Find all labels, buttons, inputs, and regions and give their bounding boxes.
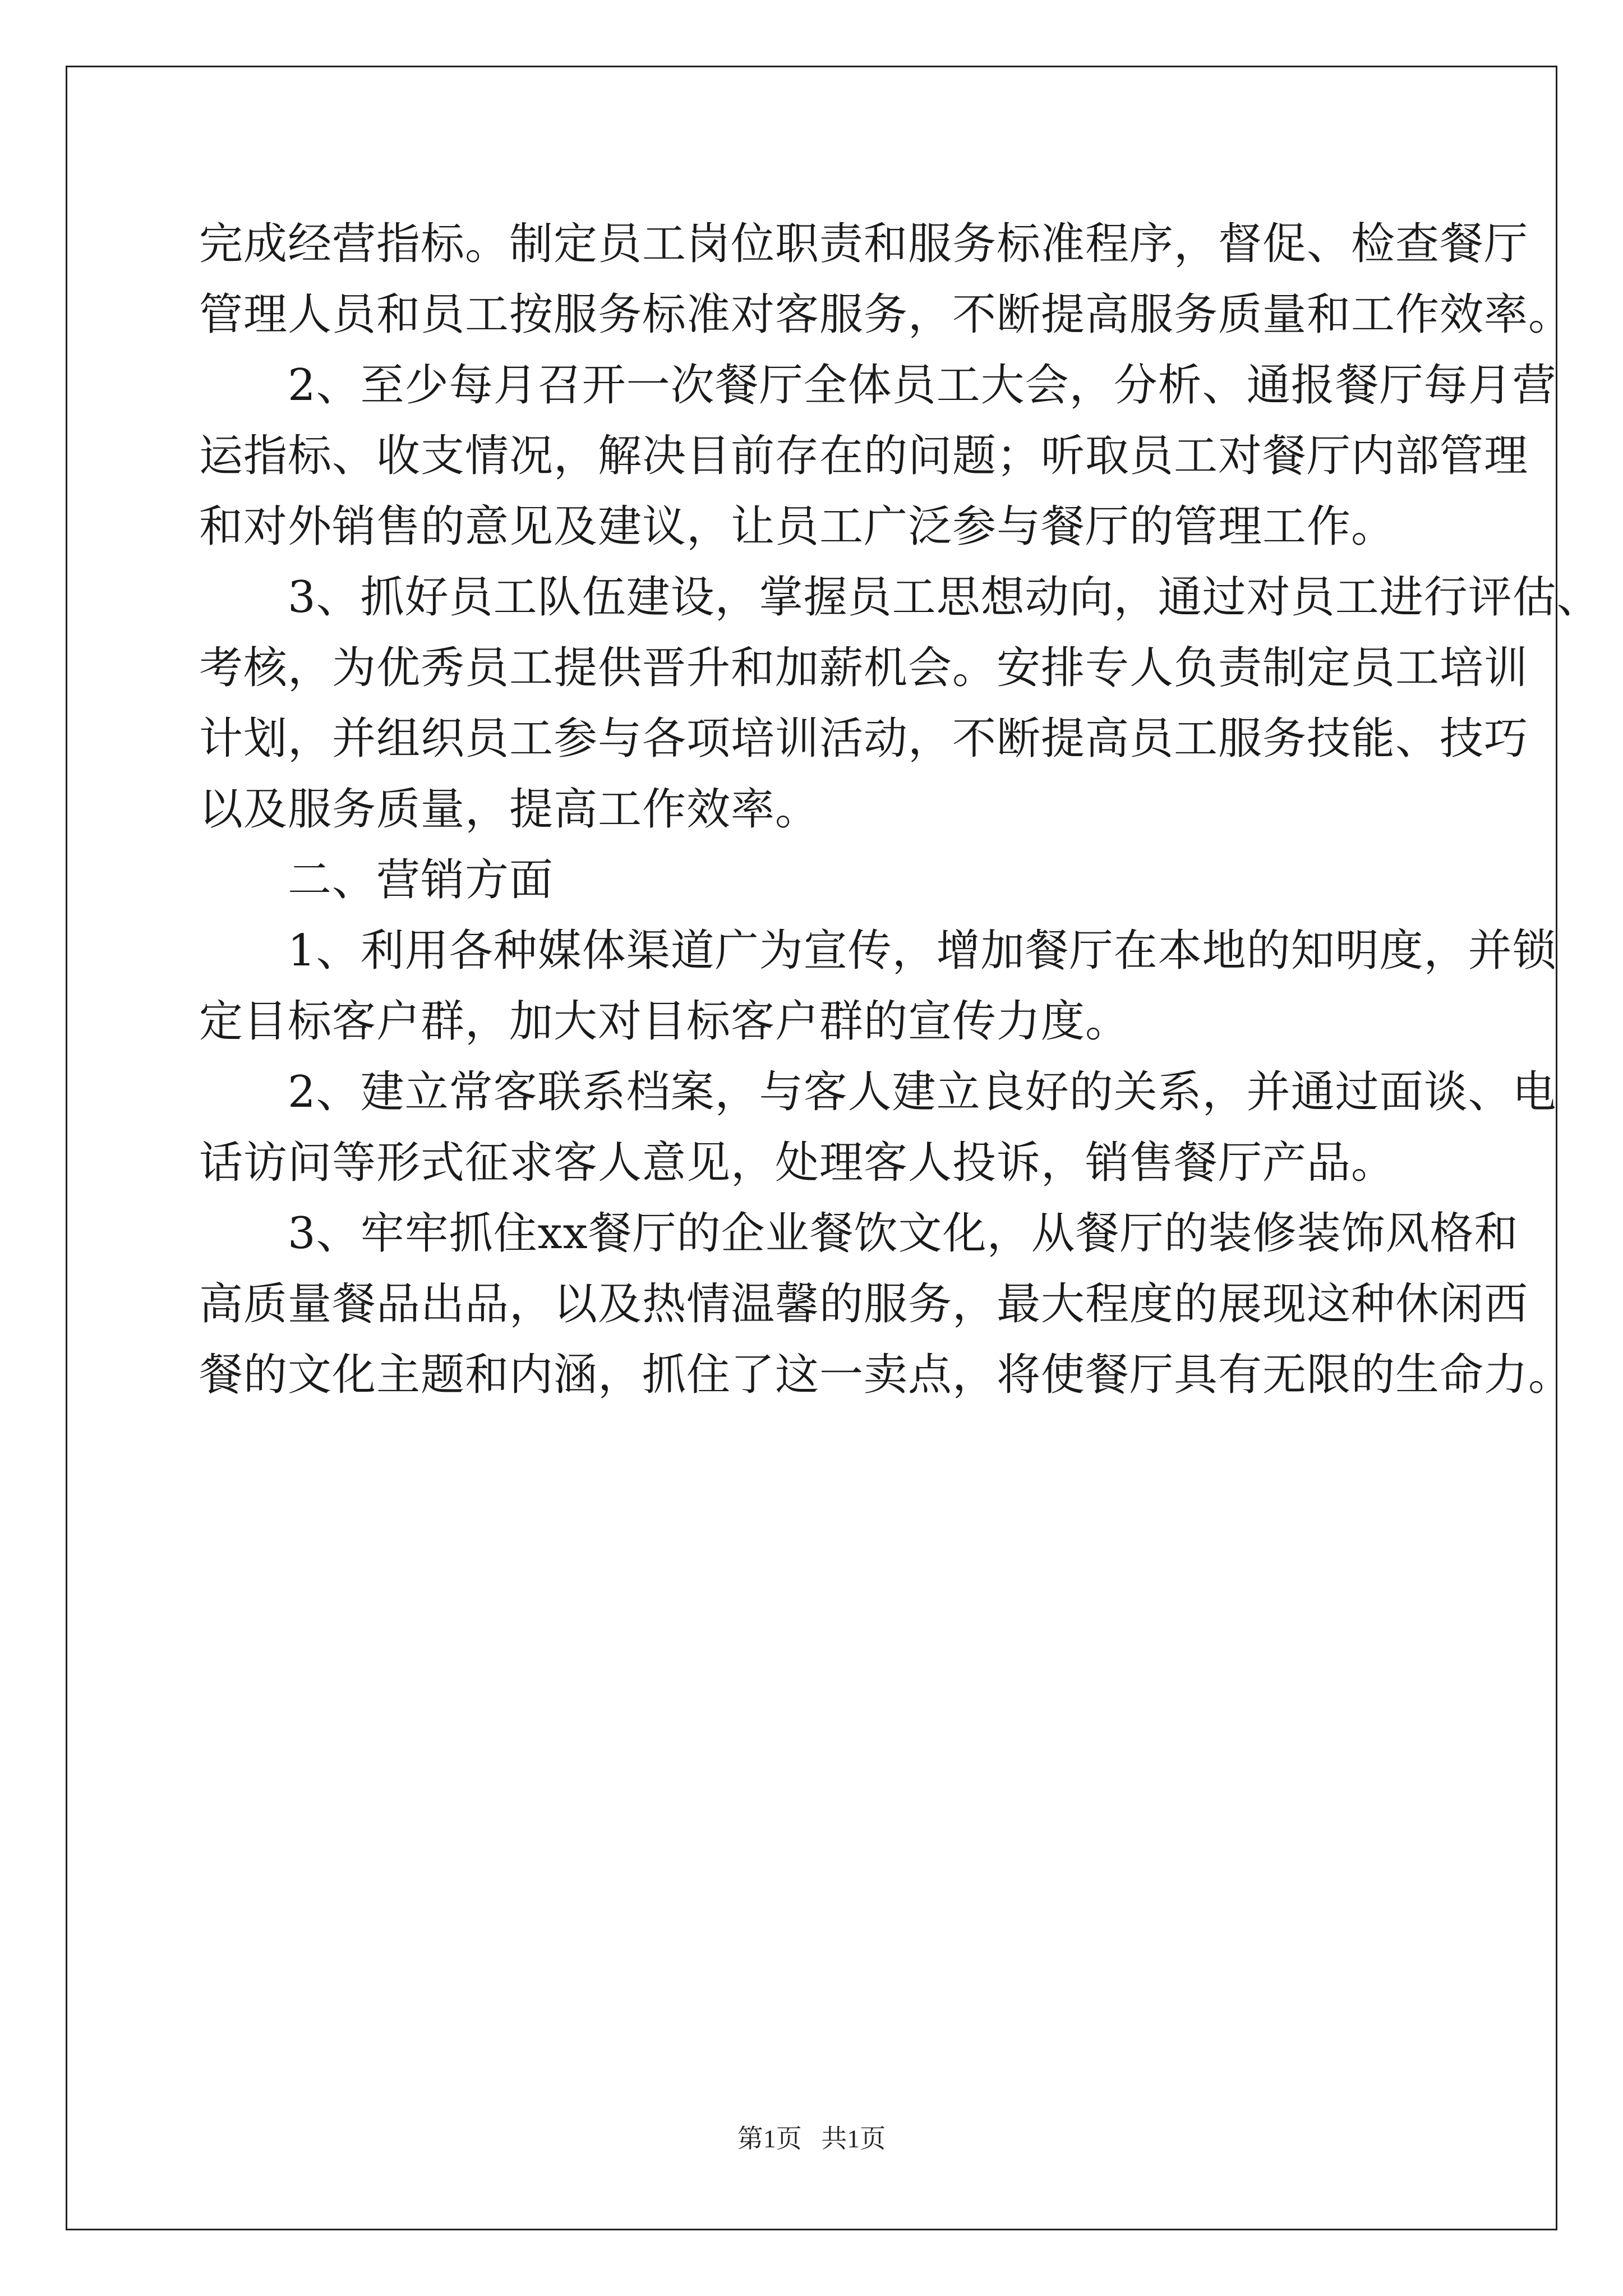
- text-line: 考核，为优秀员工提供晋升和加薪机会。安排专人负责制定员工培训: [199, 643, 1529, 693]
- text-line: 高质量餐品出品，以及热情温馨的服务，最大程度的展现这种休闲西: [199, 1279, 1529, 1329]
- text-line: 话访问等形式征求客人意见，处理客人投诉，销售餐厅产品。: [199, 1138, 1396, 1188]
- text-line: 定目标客户群，加大对目标客户群的宣传力度。: [199, 996, 1130, 1047]
- text-line: 3、抓好员工队伍建设，掌握员工思想动向，通过对员工进行评估、: [288, 572, 1601, 623]
- document-body: [199, 209, 1601, 1410]
- text-line: 完成经营指标。制定员工岗位职责和服务标准程序，督促、检查餐厅: [199, 219, 1529, 269]
- text-line: 以及服务质量，提高工作效率。: [199, 784, 820, 835]
- section-heading: 二、营销方面: [288, 855, 554, 905]
- text-line: 2、建立常客联系档案，与客人建立良好的关系，并通过面谈、电: [288, 1067, 1557, 1117]
- text-line: 和对外销售的意见及建议，让员工广泛参与餐厅的管理工作。: [199, 501, 1396, 552]
- page-number-footer: 第1页 共1页: [737, 2124, 886, 2153]
- text-line: 运指标、收支情况，解决目前存在的问题；听取员工对餐厅内部管理: [199, 431, 1529, 481]
- text-line: 餐的文化主题和内涵，抓住了这一卖点，将使餐厅具有无限的生命力。: [199, 1350, 1573, 1400]
- text-line: 计划，并组织员工参与各项培训活动，不断提高员工服务技能、技巧: [199, 714, 1529, 764]
- text-line: 管理人员和员工按服务标准对客服务，不断提高服务质量和工作效率。: [199, 289, 1573, 340]
- text-line: 2、至少每月召开一次餐厅全体员工大会，分析、通报餐厅每月营: [288, 360, 1557, 411]
- text-line: 1、利用各种媒体渠道广为宣传，增加餐厅在本地的知明度，并锁: [288, 926, 1557, 976]
- text-line: 3、牢牢抓住xx餐厅的企业餐饮文化，从餐厅的装修装饰风格和: [288, 1208, 1519, 1259]
